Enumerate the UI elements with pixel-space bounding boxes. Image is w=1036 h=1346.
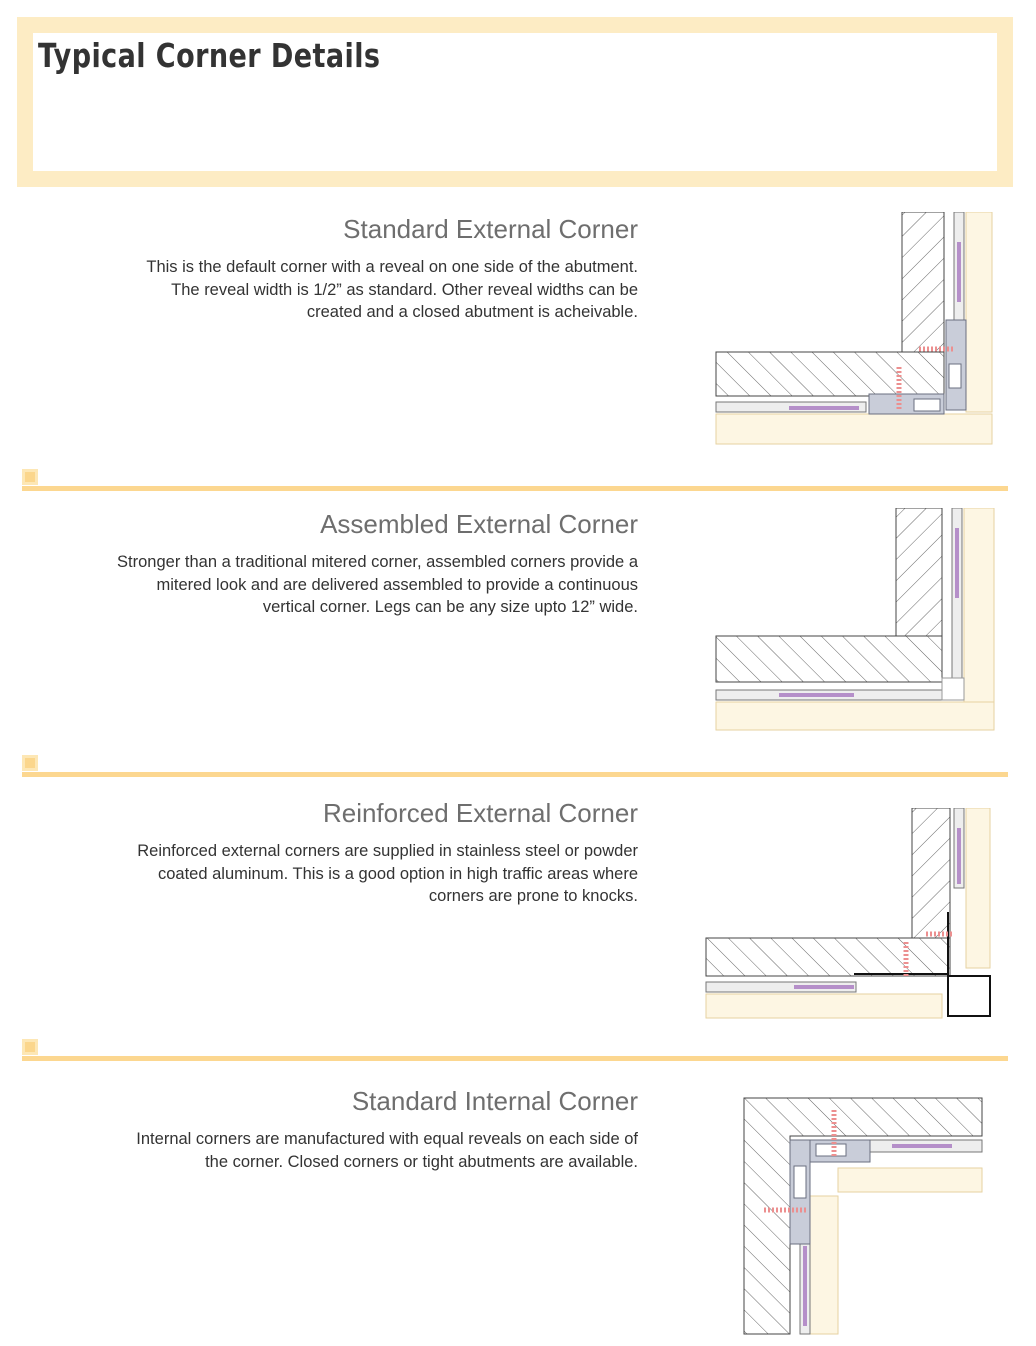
section-marker <box>22 469 38 485</box>
section-divider <box>22 486 1008 491</box>
section-description <box>137 840 638 908</box>
section-description <box>117 551 638 619</box>
description-line: This is the default corner with a reveal on one side of the abutment. <box>146 258 638 276</box>
description-line: mitered look and are delivered assembled to provide a continuous <box>156 575 638 594</box>
standard-external-corner-diagram <box>714 212 994 446</box>
description-line: Internal corners are manufactured with equal reveals on each side of <box>136 1130 638 1148</box>
reinforced-external-corner-diagram <box>704 808 994 1020</box>
section-description <box>136 1128 638 1173</box>
standard-internal-corner-diagram <box>742 1096 984 1336</box>
section-heading: Standard External Corner <box>343 214 638 244</box>
section-marker <box>22 1039 38 1055</box>
description-line: Reinforced external corners are supplied in stainless steel or powder <box>137 842 638 860</box>
description-line: created and a closed abutment is acheivable. <box>306 303 638 321</box>
assembled-external-corner-diagram <box>714 508 996 734</box>
section-description <box>146 256 638 324</box>
section-heading: Assembled External Corner <box>320 509 638 539</box>
description-line: The reveal width is 1/2” as standard. Other reveal widths can be <box>171 280 638 299</box>
section-marker <box>22 755 38 771</box>
description-line: the corner. Closed corners or tight abutments are available. <box>205 1152 638 1171</box>
description-line: corners are prone to knocks. <box>428 887 638 905</box>
description-line: coated aluminum. This is a good option in high traffic areas where <box>158 864 638 883</box>
section-heading: Reinforced External Corner <box>322 798 638 828</box>
page-title: Typical Corner Details <box>38 36 381 75</box>
section-divider <box>22 1056 1008 1061</box>
description-line: vertical corner. Legs can be any size upto 12” wide. <box>262 598 638 616</box>
description-line: Stronger than a traditional mitered corner, assembled corners provide a <box>117 553 638 571</box>
section-divider <box>22 772 1008 777</box>
section-heading: Standard Internal Corner <box>351 1086 638 1116</box>
